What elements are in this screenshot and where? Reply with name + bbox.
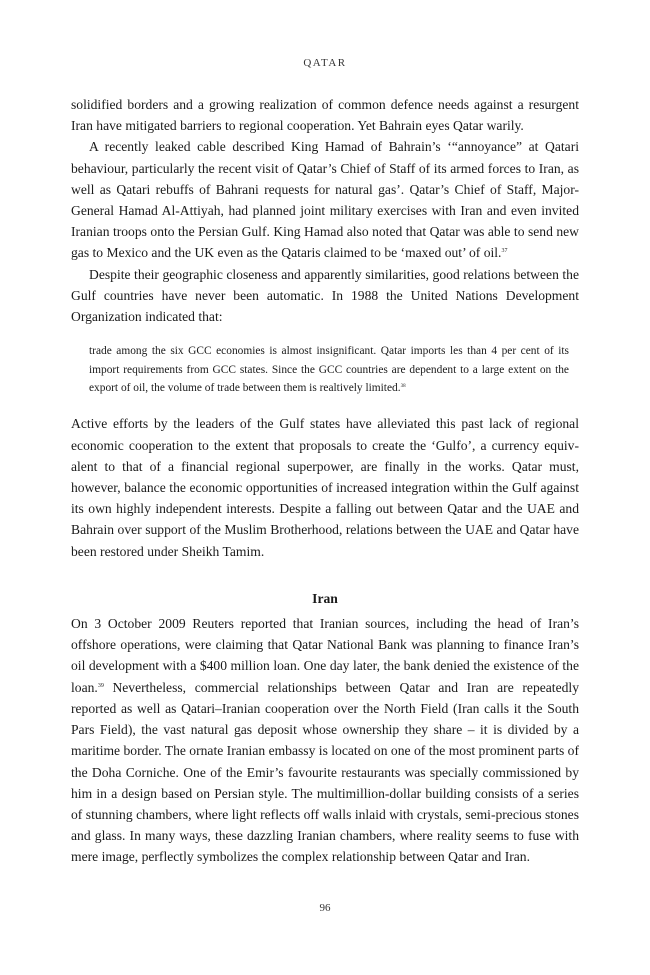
running-head: QATAR — [303, 57, 347, 69]
section-heading-iran: Iran — [312, 590, 338, 606]
paragraph-2 — [71, 136, 579, 263]
paragraph-2-text: A recently leaked cable described King Hamad of Bahrain’s ‘“annoyance” at Qatari behaviour, particularly the recent visit of Qatar’s Chief of Staff of its armed forces to Iran, as well as Qatari rebuffs of Bahrani requests for natural gas’. Qatar’s Chief of Staff, Major-General Hamad Al-Attiyah, had planned joint military exercises with Iran and even invited Iranian troops onto the Persian Gulf. King Hamad also noted that Qatar was able to send new gas to Mexico and the UK even as the Qataris claimed to be ‘maxed out’ of oil. — [71, 139, 579, 261]
footnote-ref-38: 38 — [400, 384, 406, 390]
paragraph-5-text-a: On 3 October 2009 Reuters reported that Iranian sources, including the head of Iran’s offshore operations, were claiming that Qatar National Bank was planning to finance Iran’s oil development with a $400 million loan. One day later, the bank denied the existence of the loan. — [71, 616, 579, 695]
footnote-ref-39: 39 — [97, 682, 104, 689]
page-number: 96 — [319, 902, 331, 914]
block-quote — [89, 342, 569, 397]
paragraph-3: Despite their geographic closeness and apparently similarities, good relations between the Gulf countries have never been automatic. In 1988 the United Nations Development Organization indicated that: — [71, 266, 579, 325]
footnote-ref-37: 37 — [501, 248, 508, 255]
block-quote-text: trade among the six GCC economies is almost insignificant. Qatar imports les than 4 per cent of its import requirements from GCC states. Since the GCC countries are dependent to a large extent on the export of oil, the volume of trade between them is realtively limited. — [89, 345, 569, 395]
paragraph-5 — [71, 613, 579, 867]
paragraph-5-text-b: Nevertheless, commercial relationships between Qatar and Iran are repeatedly reported as well as Qatari–Iranian cooperation over the North Field (Iran calls it the South Pars Field), the vast natural gas deposit whose ownership they share – it is divided by a maritime border. The ornate Iranian embassy is located on one of the most prominent parts of the Doha Corniche. One of the Emir’s favourite restaurants was specially commissioned by him in a design based on Persian style. The multimillion-dollar building consists of a series of stunning chambers, where light reflects off walls inlaid with crystals, semi-precious stones and glass. In many ways, these dazzling Iranian chambers, where reality seems to fuse with mere image, perflectly symbolizes the complex relationship between Qatar and Iran. — [71, 679, 579, 865]
paragraph-4: Active efforts by the leaders of the Gulf states have alleviated this past lack of regional economic cooperation to the extent that proposals to create the ‘Gulfo’, a currency equivalent to that of a financial regional superpower, are finally in the works. Qatar must, however, balance the economic opportunities of increased integration within the Gulf against its own highly independent interests. Despite a falling out between Qatar and the UAE and Bahrain over support of the Muslim Brotherhood, relations between the UAE and Qatar have been restored under Sheikh Tamim. — [71, 416, 579, 559]
paragraph-1: solidified borders and a growing realization of common defence needs against a resurgent Iran have mitigated barriers to regional cooperation. Yet Bahrain eyes Qatar warily. — [71, 97, 579, 134]
page-body — [71, 94, 579, 868]
